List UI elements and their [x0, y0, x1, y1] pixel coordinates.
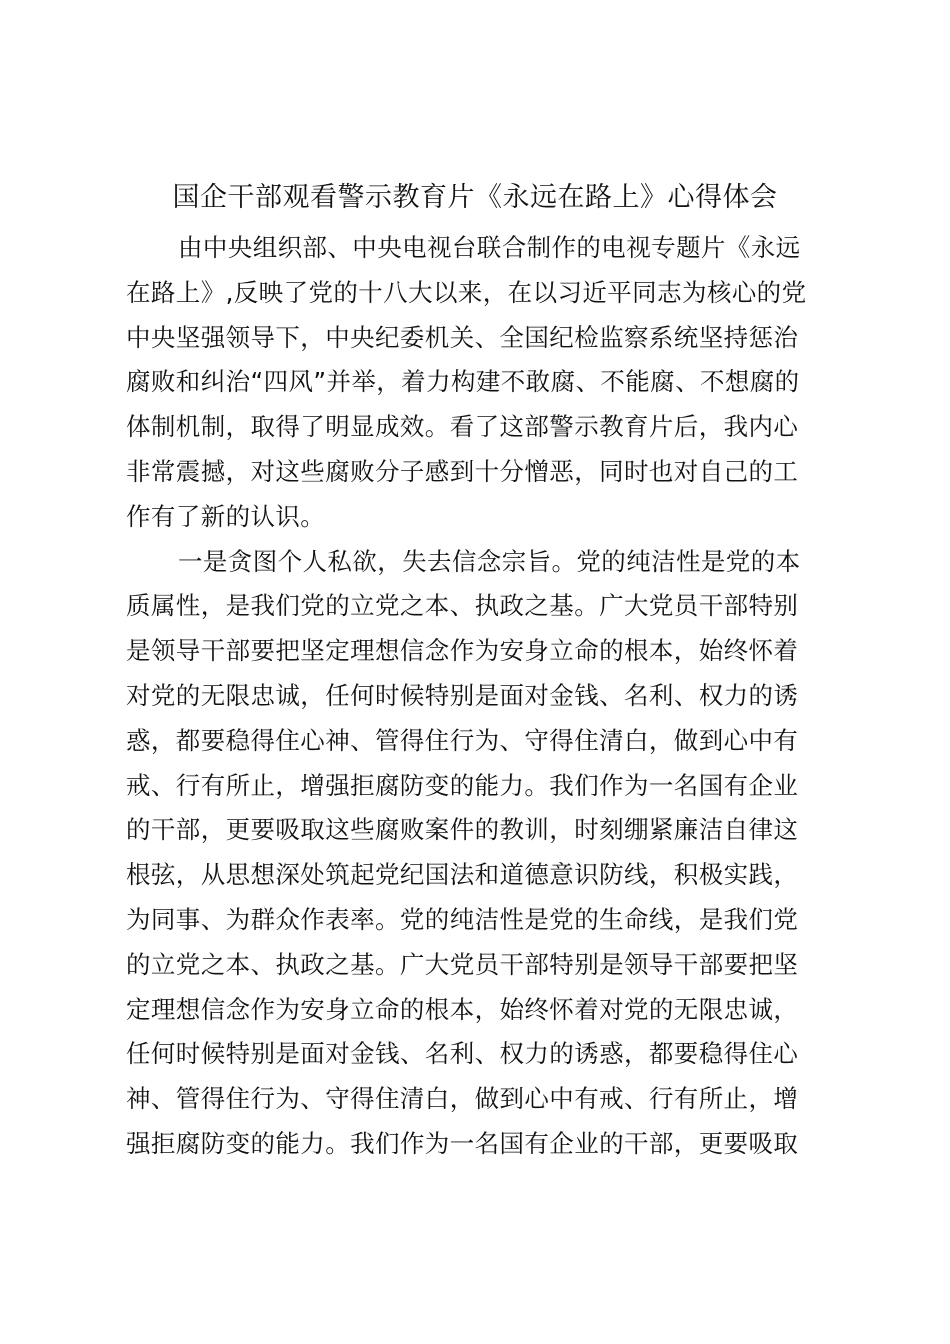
text-line: 一是贪图个人私欲，失去信念宗旨。党的纯洁性是党的本 — [178, 546, 801, 576]
text-line: 在路上》,反映了党的十八大以来，在以习近平同志为核心的党 — [126, 277, 807, 307]
text-line: 腐败和纠治“四风”并举，着力构建不敢腐、不能腐、不想腐的 — [126, 367, 800, 397]
text-line: 定理想信念作为安身立命的根本，始终怀着对党的无限忠诚， — [126, 994, 799, 1024]
document-title: 国企干部观看警示教育片《永远在路上》心得体会 — [172, 182, 778, 213]
text-line: 中央坚强领导下，中央纪委机关、全国纪检监察系统坚持惩治 — [126, 322, 799, 352]
text-line: 的立党之本、执政之基。广大党员干部特别是领导干部要把坚 — [126, 949, 799, 979]
text-line: 戒、行有所止，增强拒腐防变的能力。我们作为一名国有企业 — [126, 770, 799, 800]
text-line: 任何时候特别是面对金钱、名利、权力的诱惑，都要稳得住心 — [126, 1039, 799, 1069]
text-line: 强拒腐防变的能力。我们作为一名国有企业的干部，更要吸取 — [126, 1128, 799, 1158]
text-line: 是领导干部要把坚定理想信念作为安身立命的根本，始终怀着 — [126, 636, 799, 666]
text-line: 作有了新的认识。 — [126, 501, 326, 531]
paragraph-2 — [126, 540, 826, 1167]
text-line: 的干部，更要吸取这些腐败案件的教训，时刻绷紧廉洁自律这 — [126, 815, 799, 845]
text-line: 非常震撼，对这些腐败分子感到十分憎恶，同时也对自己的工 — [126, 456, 799, 486]
text-line: 由中央组织部、中央电视台联合制作的电视专题片《永远 — [178, 233, 801, 262]
text-line: 质属性，是我们党的立党之本、执政之基。广大党员干部特别 — [126, 591, 799, 621]
paragraph-1 — [126, 226, 826, 540]
text-line: 为同事、为群众作表率。党的纯洁性是党的生命线，是我们党 — [126, 904, 799, 934]
document-body — [126, 226, 826, 1167]
text-line: 体制机制，取得了明显成效。看了这部警示教育片后，我内心 — [126, 412, 799, 442]
text-line: 根弦，从思想深处筑起党纪国法和道德意识防线，积极实践， — [126, 860, 799, 890]
text-line: 惑，都要稳得住心神、管得住行为、守得住清白，做到心中有 — [126, 725, 799, 755]
text-line: 对党的无限忠诚，任何时候特别是面对金钱、名利、权力的诱 — [126, 680, 799, 710]
text-line: 神、管得住行为、守得住清白，做到心中有戒、行有所止，增 — [126, 1084, 799, 1114]
